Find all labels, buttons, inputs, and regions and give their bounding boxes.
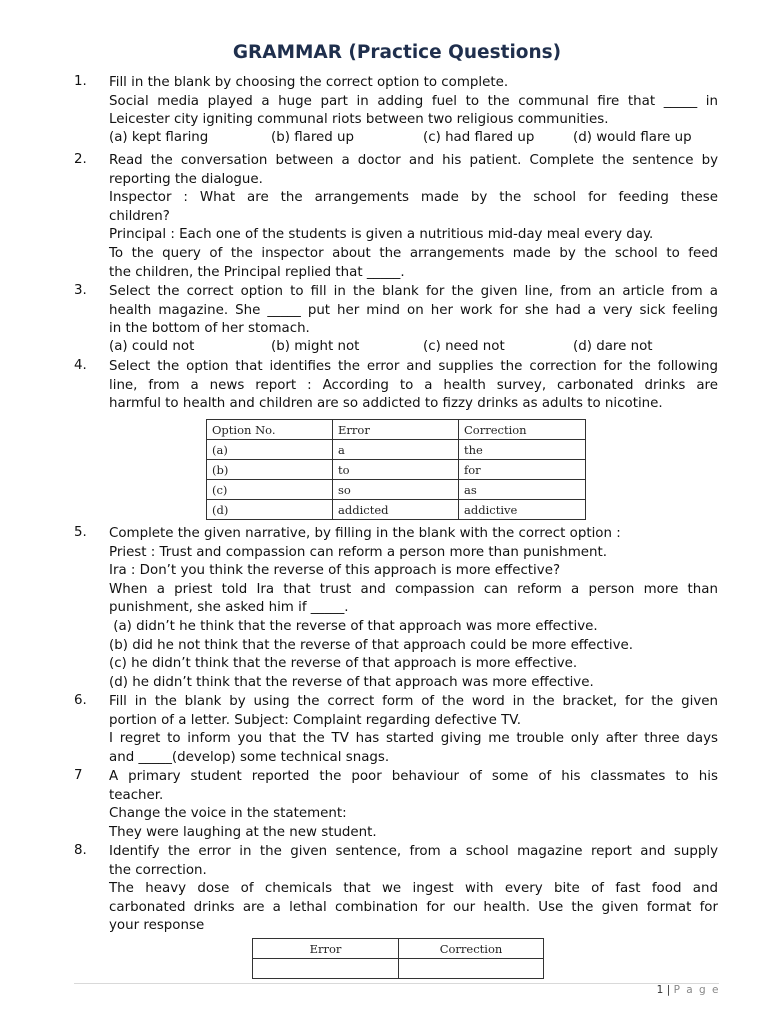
question-text: When a priest told Ira that trust and compassion can reform a person more than <box>109 581 718 597</box>
table-row <box>207 500 586 520</box>
option-a: (a) kept flaring <box>109 129 209 145</box>
table-cell: (a) <box>207 440 333 460</box>
question-text: A primary student reported the poor behaviour of some of his classmates to his <box>109 769 718 784</box>
question-text: Social media played a huge part in adding fuel to the communal fire that _____ in <box>109 93 718 109</box>
table-row <box>207 440 586 460</box>
option-b: (b) flared up <box>271 129 355 145</box>
question-text: carbonated drinks are a lethal combination for our health. Use the given format for <box>109 899 718 915</box>
page-number: 1 <box>656 984 664 996</box>
table-cell: addicted <box>333 500 459 520</box>
question-text: harmful to health and children are so addicted to fizzy drinks as adults to nicotine. <box>109 396 663 412</box>
options-row <box>109 130 718 149</box>
question-text: Fill in the blank by choosing the correct option to complete. <box>109 75 509 90</box>
question-text: To the query of the inspector about the arrangements made by the school to feed <box>109 245 718 261</box>
question-text: and _____(develop) some technical snags. <box>109 749 390 765</box>
question-text: Change the voice in the statement: <box>109 806 347 822</box>
table-cell <box>253 959 399 979</box>
option-d: (d) he didn’t think that the reverse of that approach was more effective. <box>109 674 594 690</box>
table-row <box>207 480 586 500</box>
question-text: Principal : Each one of the students is given a nutritious mid-day meal every day. <box>109 227 654 243</box>
table-cell: (b) <box>207 460 333 480</box>
question-number: 3. <box>74 283 87 298</box>
question-text: health magazine. She _____ put her mind on her work for she had a very sick feeling <box>109 302 718 318</box>
question-text: punishment, she asked him if _____. <box>109 600 349 616</box>
options-row <box>109 339 718 358</box>
table-header-cell: Error <box>253 939 399 959</box>
option-b: (b) might not <box>271 338 360 354</box>
table-cell: for <box>459 460 586 480</box>
response-format-table <box>252 938 544 979</box>
footer-divider <box>74 983 719 984</box>
question-text: portion of a letter. Subject: Complaint regarding defective TV. <box>109 712 521 728</box>
table-cell <box>399 959 544 979</box>
question-text: Complete the given narrative, by filling in the blank with the correct option : <box>109 526 621 541</box>
question-number: 8. <box>74 843 87 858</box>
table-row <box>207 460 586 480</box>
table-header-row <box>207 420 586 440</box>
question-text: line, from a news report : According to a health survey, carbonated drinks are <box>109 377 718 393</box>
question-text: Inspector : What are the arrangements made by the school for feeding these <box>109 190 718 206</box>
page-footer <box>657 984 720 996</box>
question-text: They were laughing at the new student. <box>109 824 377 840</box>
table-cell: (c) <box>207 480 333 500</box>
question-text: Ira : Don’t you think the reverse of this approach is more effective? <box>109 563 561 579</box>
question-text: Identify the error in the given sentence, from a school magazine report and supply <box>109 844 718 859</box>
question-text: the correction. <box>109 862 207 878</box>
question-text: teacher. <box>109 787 164 803</box>
question-number: 4. <box>74 358 87 373</box>
question-text: Select the correct option to fill in the blank for the given line, from an article from a <box>109 284 718 299</box>
page-title: GRAMMAR (Practice Questions) <box>232 42 562 63</box>
table-cell: (d) <box>207 500 333 520</box>
question-number: 5. <box>74 525 87 540</box>
question-text: your response <box>109 918 205 934</box>
table-header-cell: Correction <box>459 420 586 440</box>
question-number: 1. <box>74 74 87 89</box>
question-number: 7 <box>74 768 83 783</box>
option-a: (a) didn’t he think that the reverse of that approach was more effective. <box>109 618 598 634</box>
option-d: (d) dare not <box>573 338 653 354</box>
table-cell: a <box>333 440 459 460</box>
option-c: (c) he didn’t think that the reverse of that approach is more effective. <box>109 656 578 672</box>
question-text: Read the conversation between a doctor and his patient. Complete the sentence by <box>109 153 718 168</box>
question-text: Priest : Trust and compassion can reform a person more than punishment. <box>109 544 608 560</box>
question-text: the children, the Principal replied that _____. <box>109 264 405 280</box>
question-text: Leicester city igniting communal riots between two religious communities. <box>109 112 609 128</box>
table-header-cell: Error <box>333 420 459 440</box>
question-text: children? <box>109 208 170 224</box>
table-header-cell: Correction <box>399 939 544 959</box>
option-c: (c) need not <box>423 338 505 354</box>
page-label: P a g e <box>673 984 720 996</box>
question-number: 2. <box>74 152 87 167</box>
table-row <box>253 959 544 979</box>
question-text: reporting the dialogue. <box>109 171 263 187</box>
question-text: I regret to inform you that the TV has started giving me trouble only after three days <box>109 731 718 747</box>
question-text: Select the option that identifies the error and supplies the correction for the following <box>109 359 718 374</box>
error-correction-table <box>206 419 586 520</box>
question-text: in the bottom of her stomach. <box>109 321 310 337</box>
table-cell: to <box>333 460 459 480</box>
table-cell: so <box>333 480 459 500</box>
option-c: (c) had flared up <box>423 129 535 145</box>
option-b: (b) did he not think that the reverse of that approach could be more effective. <box>109 637 634 653</box>
table-cell: the <box>459 440 586 460</box>
question-text: Fill in the blank by using the correct form of the word in the bracket, for the given <box>109 694 718 709</box>
footer-separator: | <box>666 984 671 996</box>
question-number: 6. <box>74 693 87 708</box>
table-cell: as <box>459 480 586 500</box>
table-cell: addictive <box>459 500 586 520</box>
option-a: (a) could not <box>109 338 195 354</box>
table-header-row <box>253 939 544 959</box>
option-d: (d) would flare up <box>573 129 692 145</box>
table-header-cell: Option No. <box>207 420 333 440</box>
question-text: The heavy dose of chemicals that we ingest with every bite of fast food and <box>109 881 718 897</box>
